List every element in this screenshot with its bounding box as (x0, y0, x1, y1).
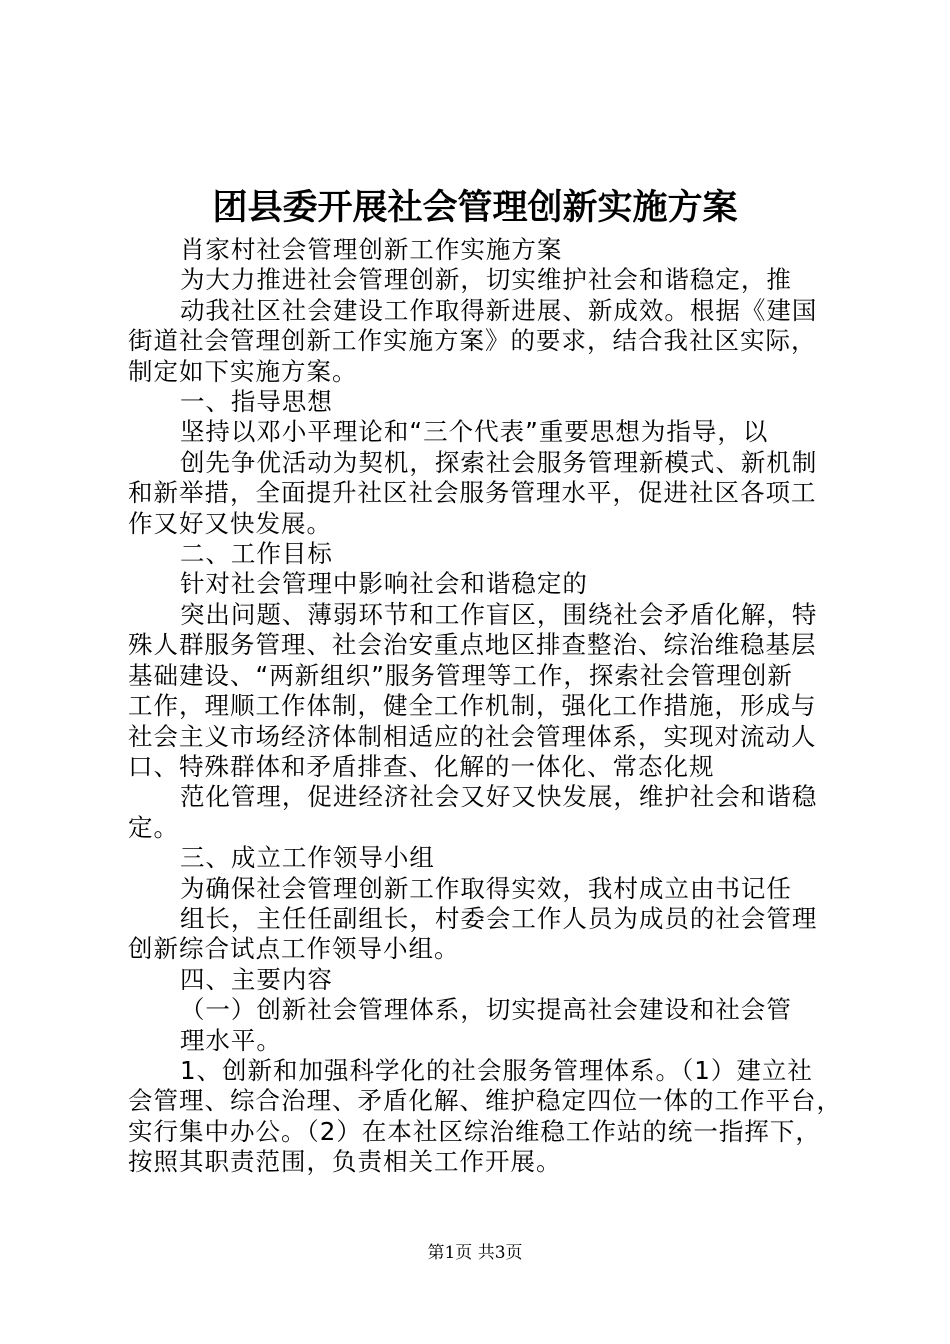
body-line: 一、指导思想 (179, 387, 333, 417)
page-footer: 第1页 共3页 (427, 1243, 523, 1263)
body-line: 为大力推进社会管理创新，切实维护社会和谐稳定，推 (179, 265, 792, 295)
body-line: 三、成立工作领导小组 (179, 843, 435, 873)
body-line: 创新综合试点工作领导小组。 (128, 934, 460, 964)
body-line: 范化管理，促进经济社会又好又快发展，维护社会和谐稳 (179, 782, 818, 812)
body-line: 动我社区社会建设工作取得新进展、新成效。根据《建国 (179, 295, 818, 325)
body-line: 肖家村社会管理创新工作实施方案 (179, 235, 563, 264)
body-line: 和新举措，全面提升社区社会服务管理水平，促进社区各项工 (128, 478, 817, 508)
body-line: 制定如下实施方案。 (128, 356, 358, 386)
body-line: 会管理、综合治理、矛盾化解、维护稳定四位一体的工作平台， (128, 1086, 842, 1116)
document-title: 团县委开展社会管理创新实施方案 (212, 187, 738, 228)
body-line: 为确保社会管理创新工作取得实效，我村成立由书记任 (179, 873, 792, 903)
body-line: 1、创新和加强科学化的社会服务管理体系。（1）建立社 (179, 1055, 813, 1085)
body-line: 组长，主任任副组长，村委会工作人员为成员的社会管理 (179, 903, 818, 933)
body-line: 二、工作目标 (179, 539, 333, 569)
body-line: 突出问题、薄弱环节和工作盲区，围绕社会矛盾化解，特 (179, 599, 818, 629)
body-line: 作又好又快发展。 (128, 508, 332, 538)
body-line: 理水平。 (179, 1025, 282, 1055)
body-line: 坚持以邓小平理论和“三个代表”重要思想为指导，以 (179, 417, 769, 447)
body-line: 工作，理顺工作体制，健全工作机制，强化工作措施，形成与 (128, 691, 817, 721)
body-line: 口、特殊群体和矛盾排查、化解的一体化、常态化规 (128, 751, 715, 781)
body-line: 针对社会管理中影响社会和谐稳定的 (179, 569, 588, 599)
body-line: 社会主义市场经济体制相适应的社会管理体系，实现对流动人 (128, 721, 817, 751)
body-line: 实行集中办公。（2）在本社区综治维稳工作站的统一指挥下， (128, 1116, 821, 1146)
body-line: 创先争优活动为契机，探索社会服务管理新模式、新机制 (179, 447, 818, 477)
body-line: 殊人群服务管理、社会治安重点地区排查整治、综治维稳基层 (128, 630, 817, 660)
body-line: 四、主要内容 (179, 964, 333, 994)
document-body (128, 235, 844, 1178)
body-line: 街道社会管理创新工作实施方案》的要求，结合我社区实际， (128, 326, 817, 356)
body-line: 按照其职责范围，负责相关工作开展。 (128, 1147, 562, 1177)
body-line: 定。 (128, 812, 179, 842)
body-line: （一）创新社会管理体系，切实提高社会建设和社会管 (179, 995, 792, 1025)
body-line: 基础建设、“两新组织”服务管理等工作，探索社会管理创新 (128, 660, 793, 690)
